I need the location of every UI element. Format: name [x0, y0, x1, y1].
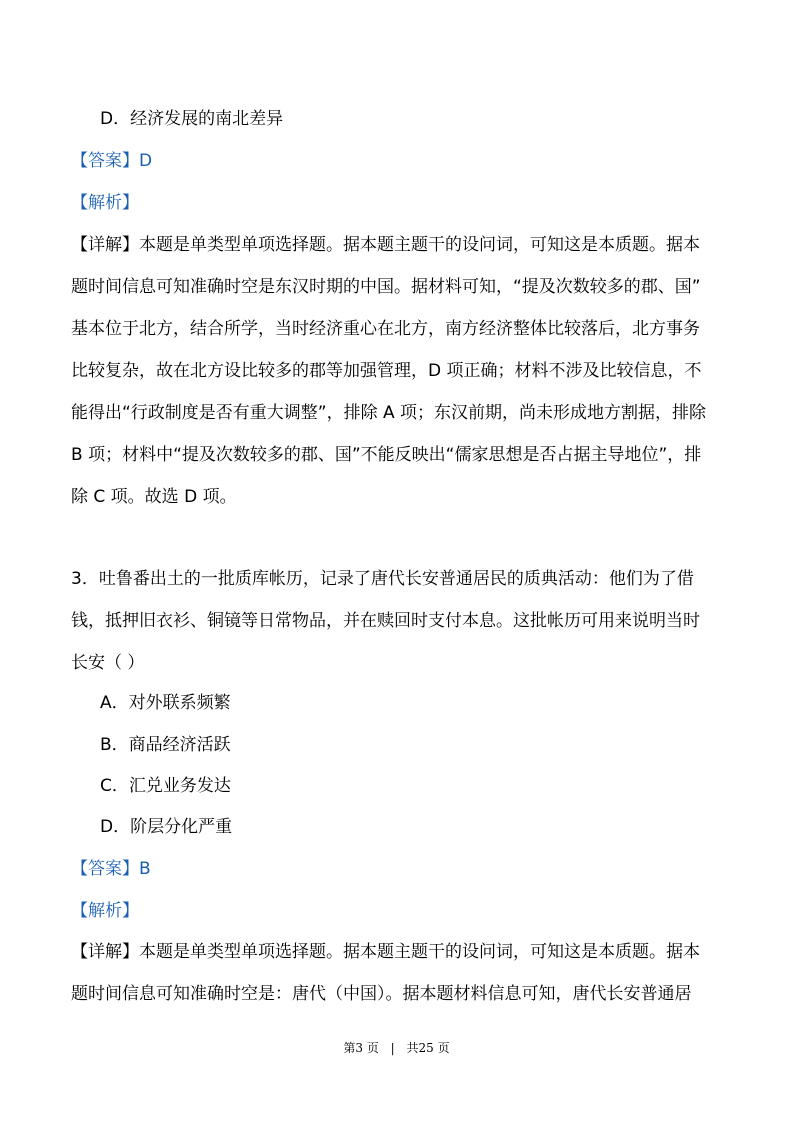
q2-detail-line: B 项；材料中“提及次数较多的郡、国”不能反映出“儒家思想是否占据主导地位”，排: [71, 445, 702, 465]
q2-detail-line: 除 C 项。故选 D 项。: [71, 487, 237, 507]
q3-option-c: C．汇兑业务发达: [100, 776, 231, 796]
q3-stem-line: 3．吐鲁番出土的一批质库帐历，记录了唐代长安普通居民的质典活动：他们为了借: [71, 569, 694, 589]
q3-analysis-heading: 【解析】: [71, 901, 139, 921]
q3-stem-line: 长安（ ）: [71, 653, 145, 673]
q2-answer: 【答案】D: [71, 151, 153, 171]
q2-detail-line: 能得出“行政制度是否有重大调整”，排除 A 项；东汉前期，尚未形成地方割据，排除: [71, 403, 707, 423]
q3-option-d: D．阶层分化严重: [100, 817, 233, 837]
q2-detail-line: 【详解】本题是单类型单项选择题。据本题主题干的设问词，可知这是本质题。据本: [71, 235, 700, 255]
page-number-current: 第3 页: [343, 1041, 379, 1055]
q2-option-d: D．经济发展的南北差异: [100, 109, 284, 129]
q3-detail-line: 【详解】本题是单类型单项选择题。据本题主题干的设问词，可知这是本质题。据本: [71, 942, 700, 962]
q2-detail-line: 基本位于北方，结合所学，当时经济重心在北方，南方经济整体比较落后，北方事务: [71, 319, 700, 339]
q2-analysis-heading: 【解析】: [71, 193, 139, 213]
q2-detail-line: 比较复杂，故在北方设比较多的郡等加强管理，D 项正确；材料不涉及比较信息，不: [71, 361, 702, 381]
q3-stem-line: 钱，抵押旧衣衫、铜镜等日常物品，并在赎回时支付本息。这批帐历可用来说明当时: [71, 611, 700, 631]
q3-option-b: B．商品经济活跃: [100, 735, 231, 755]
page-footer: [0, 1040, 793, 1056]
q3-answer: 【答案】B: [71, 859, 151, 879]
q3-option-a: A．对外联系频繁: [100, 693, 231, 713]
q2-detail-line: 题时间信息可知准确时空是东汉时期的中国。据材料可知，“提及次数较多的郡、国”: [71, 277, 701, 297]
page-number-total: 共25 页: [406, 1041, 450, 1055]
q3-detail-line: 题时间信息可知准确时空是：唐代（中国）。据本题材料信息可知，唐代长安普通居: [71, 984, 692, 1004]
page-number-separator: |: [390, 1041, 395, 1055]
